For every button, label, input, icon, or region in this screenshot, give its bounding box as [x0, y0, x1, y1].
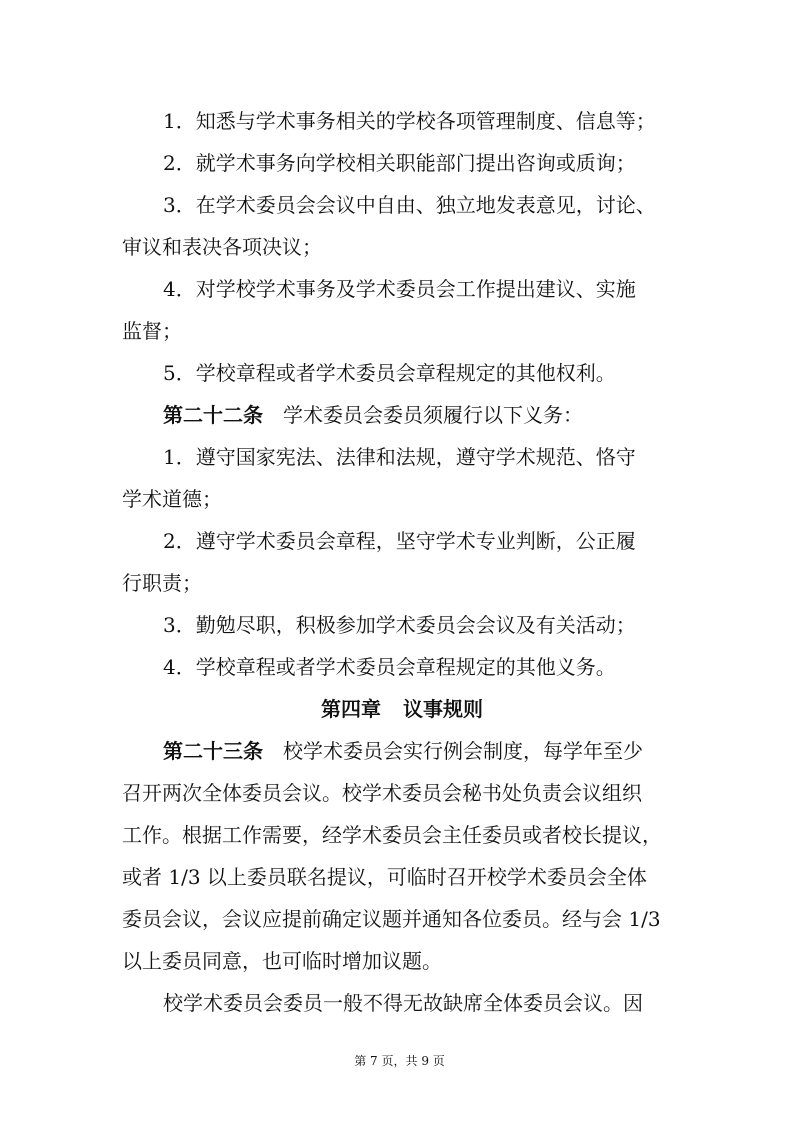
- article-23-line-3: 工作。根据工作需要，经学术委员会主任委员或者校长提议，: [122, 823, 662, 847]
- duty-item-2: 2．遵守学术委员会章程，坚守学术专业判断，公正履: [163, 529, 636, 553]
- duty-item-3: 3．勤勉尽职，积极参加学术委员会会议及有关活动；: [163, 613, 636, 637]
- article-23-line-2: 召开两次全体委员会议。校学术委员会秘书处负责会议组织: [122, 781, 642, 805]
- page-footer: 第 7 页，共 9 页: [354, 1054, 445, 1068]
- article-23-line-6: 以上委员同意，也可临时增加议题。: [122, 949, 442, 973]
- duty-item-1-continued: 学术道德；: [122, 487, 222, 511]
- right-item-3: 3．在学术委员会会议中自由、独立地发表意见，讨论、: [163, 193, 656, 217]
- right-item-4: 4．对学校学术事务及学术委员会工作提出建议、实施: [163, 277, 636, 301]
- article-23-first-line: 校学术委员会实行例会制度，每学年至少: [283, 739, 643, 763]
- article-23-line-4: 或者 1/3 以上委员联名提议，可临时召开校学术委员会全体: [122, 865, 647, 889]
- right-item-5: 5．学校章程或者学术委员会章程规定的其他权利。: [163, 361, 616, 385]
- chapter-number: 第四章: [321, 697, 381, 721]
- right-item-4-continued: 监督；: [122, 319, 182, 343]
- article-23-heading: 第二十三条: [163, 739, 263, 763]
- article-22-text: 学术委员会委员须履行以下义务：: [283, 403, 583, 427]
- right-item-2: 2．就学术事务向学校相关职能部门提出咨询或质询；: [163, 151, 636, 175]
- duty-item-1: 1．遵守国家宪法、法律和法规，遵守学术规范、恪守: [163, 445, 636, 469]
- article-23-line-5: 委员会议，会议应提前确定议题并通知各位委员。经与会 1/3: [122, 907, 661, 931]
- duty-item-4: 4．学校章程或者学术委员会章程规定的其他义务。: [163, 655, 616, 679]
- duty-item-2-continued: 行职责；: [122, 571, 202, 595]
- article-23: [122, 730, 682, 772]
- chapter-heading: [122, 688, 682, 730]
- article-22-heading: 第二十二条: [163, 403, 263, 427]
- last-paragraph: 校学术委员会委员一般不得无故缺席全体委员会议。因: [163, 991, 643, 1015]
- article-22: [122, 394, 682, 436]
- right-item-1: 1．知悉与学术事务相关的学校各项管理制度、信息等；: [163, 109, 656, 133]
- chapter-title: 议事规则: [403, 697, 483, 721]
- document-body: [122, 100, 682, 1024]
- right-item-3-continued: 审议和表决各项决议；: [122, 235, 322, 259]
